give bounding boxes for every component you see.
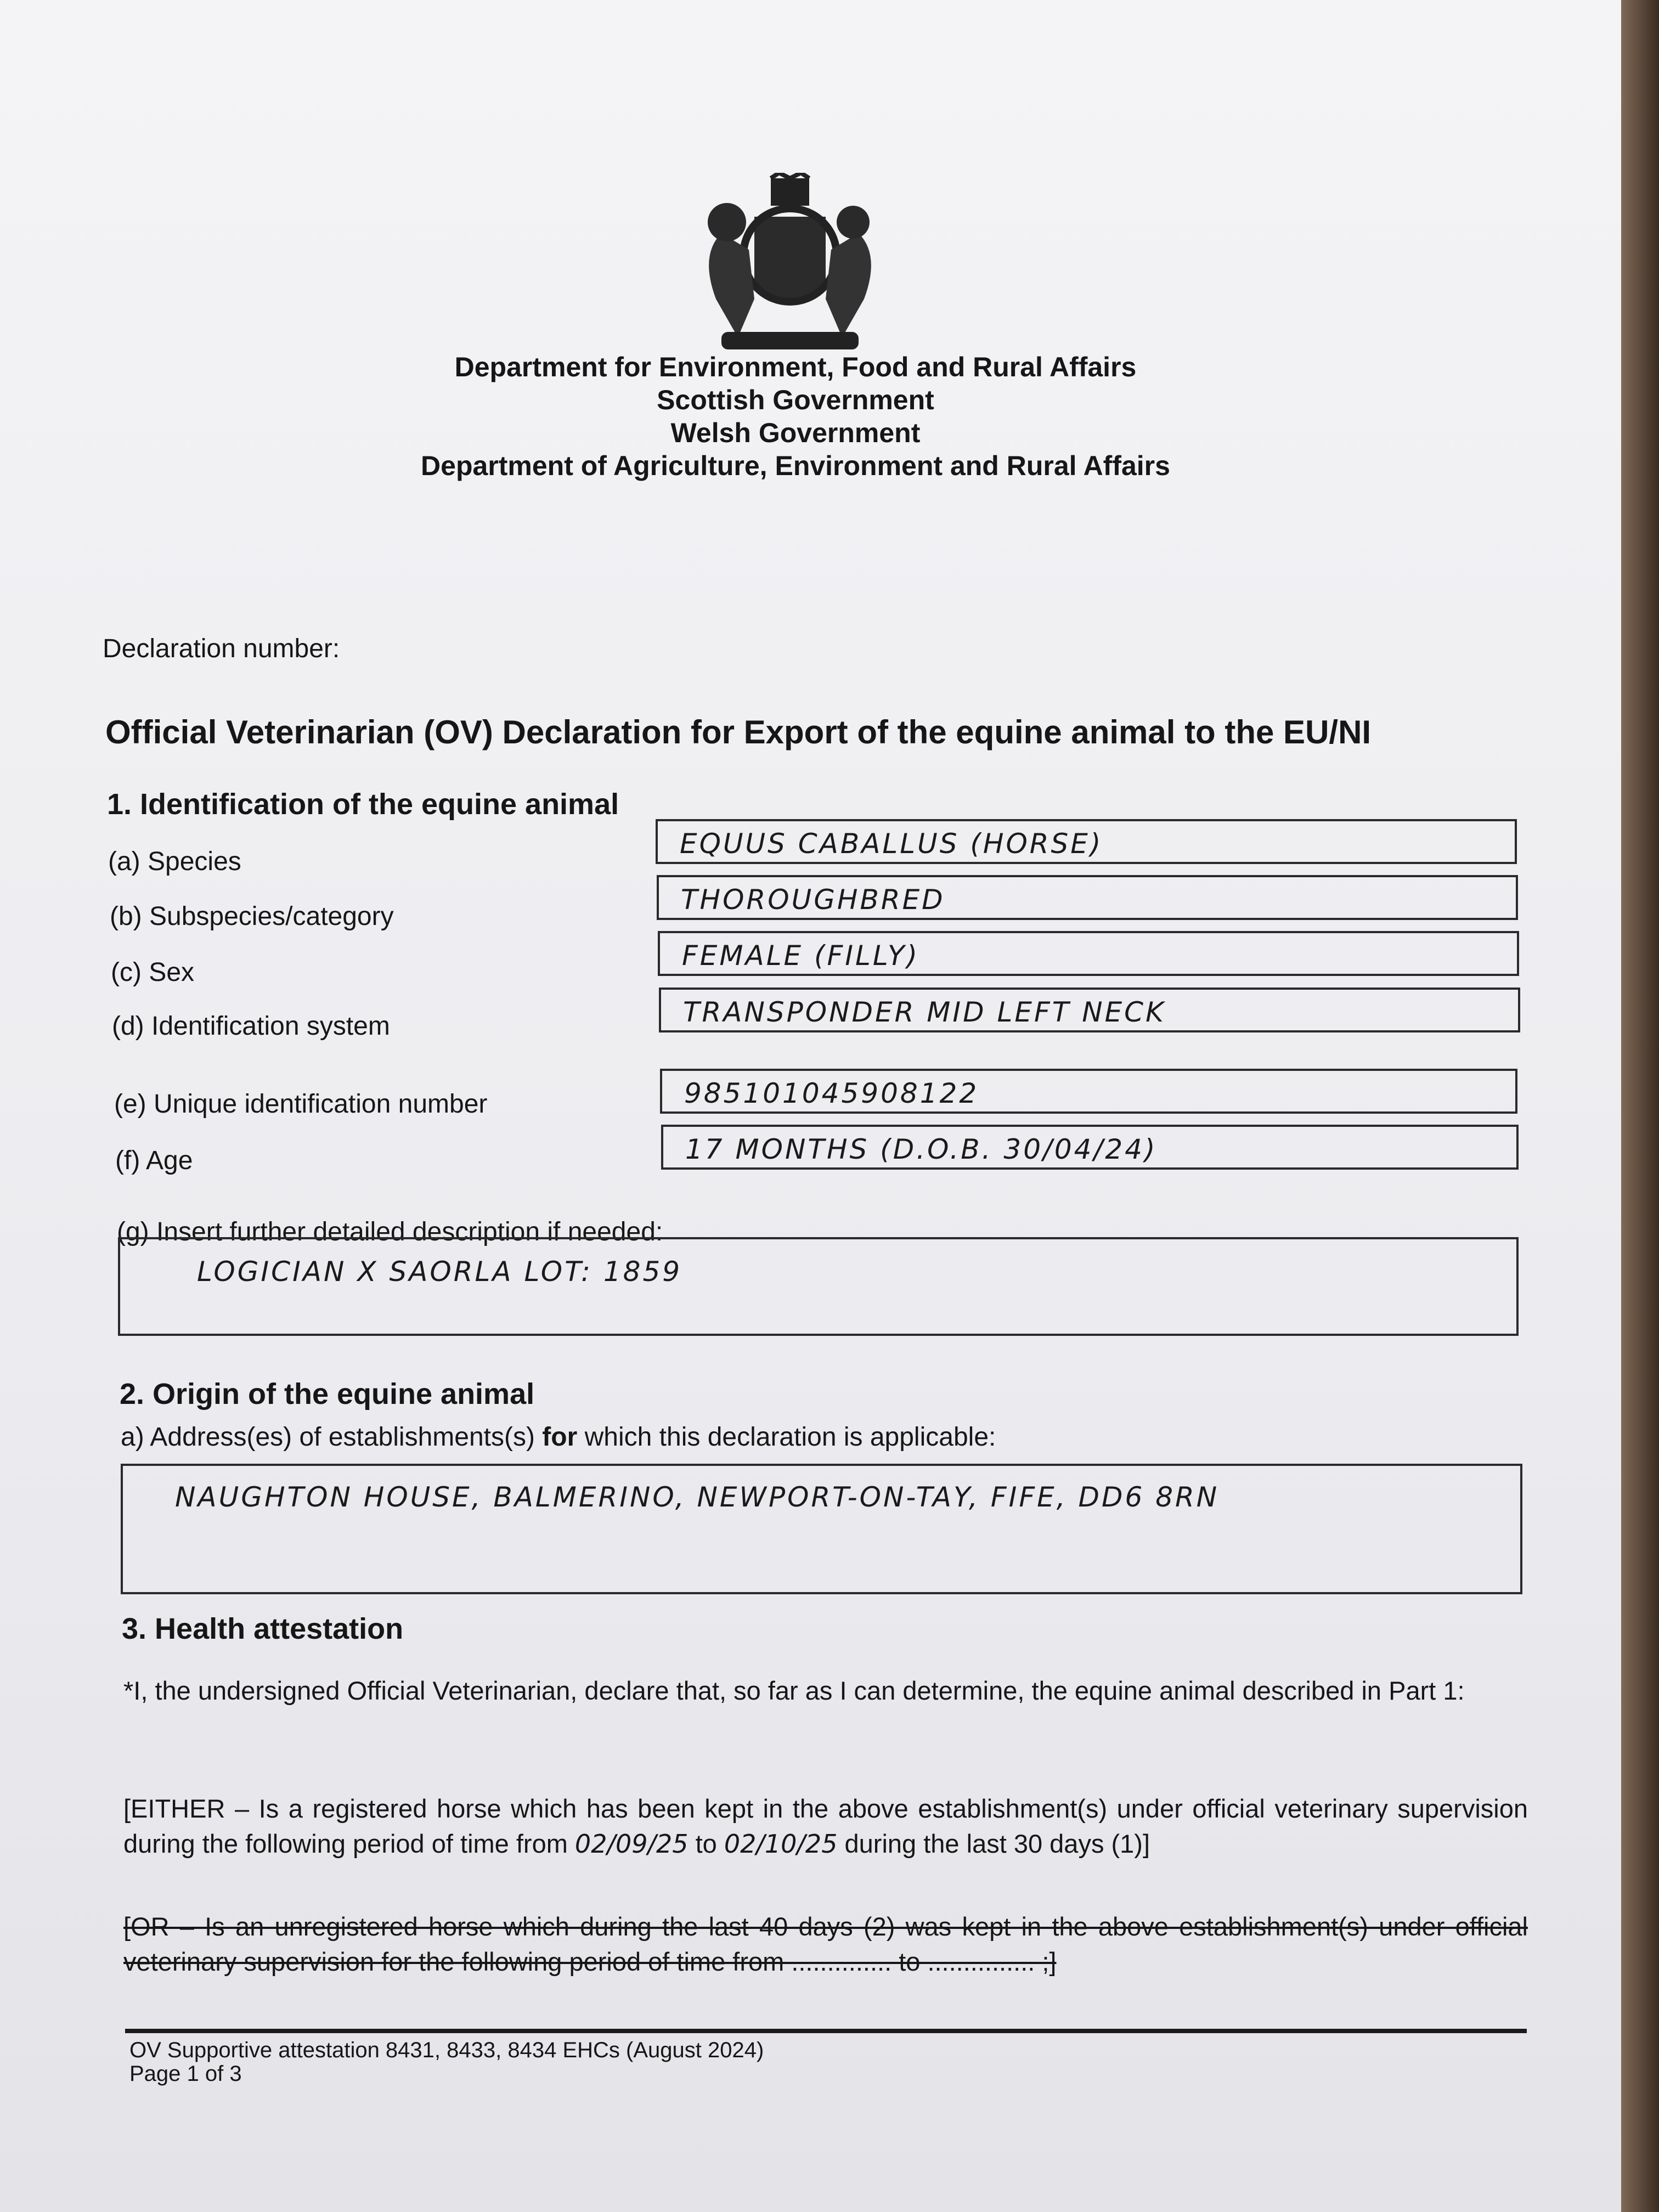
species-label: (a) Species <box>108 847 241 876</box>
or-clause-struck: [OR – Is an unregistered horse which during the last 40 days (2) was kept in the above establishment(s) under official veterinary supervision for the following period of time from .............. to ............... ;] <box>123 1912 1528 1976</box>
further-description-field[interactable] <box>118 1237 1519 1336</box>
section-2-heading: 2. Origin of the equine animal <box>120 1378 535 1410</box>
section-1-heading: 1. Identification of the equine animal <box>107 788 619 821</box>
document-title: Official Veterinarian (OV) Declaration for Export of the equine animal to the EU/NI <box>105 714 1372 751</box>
identification-system-field[interactable] <box>659 988 1520 1032</box>
either-clause-end: during the last 30 days (1)] <box>837 1829 1150 1858</box>
address-field[interactable] <box>121 1464 1522 1594</box>
footer-attestation-ref: OV Supportive attestation 8431, 8433, 8434 EHCs (August 2024) <box>129 2038 764 2062</box>
address-label-end: which this declaration is applicable: <box>577 1423 996 1452</box>
dept-defra: Department for Environment, Food and Rural Affairs <box>454 352 1137 382</box>
sex-field[interactable] <box>658 931 1519 976</box>
either-clause-text: [EITHER – Is a registered horse which has been kept in the above establishment(s) under official veterinary supervision during the following period of time from <box>123 1794 1528 1858</box>
further-description-label: (g) Insert further detailed description if needed: <box>117 1217 663 1246</box>
species-value: EQUUS CABALLUS (HORSE) <box>680 828 1103 860</box>
address-value: NAUGHTON HOUSE, BALMERINO, NEWPORT-ON-TAY, FIFE, DD6 8RN <box>175 1481 1220 1513</box>
species-field[interactable] <box>656 819 1517 864</box>
footer-divider <box>125 2029 1527 2033</box>
address-label-for: for <box>542 1423 578 1452</box>
subspecies-field[interactable] <box>657 875 1518 920</box>
unique-id-value: 985101045908122 <box>684 1077 979 1109</box>
unique-id-label: (e) Unique identification number <box>114 1090 488 1119</box>
sex-label: (c) Sex <box>111 958 195 987</box>
either-clause <box>123 1791 1528 1861</box>
age-field[interactable] <box>661 1125 1519 1170</box>
footer-page-number: Page 1 of 3 <box>129 2062 242 2086</box>
subspecies-value: THOROUGHBRED <box>681 884 945 916</box>
further-description-value: LOGICIAN X SAORLA LOT: 1859 <box>197 1256 682 1288</box>
either-date-to: 02/10/25 <box>724 1829 838 1859</box>
sex-value: FEMALE (FILLY) <box>682 940 920 972</box>
section-3-heading: 3. Health attestation <box>122 1612 404 1645</box>
dept-daera: Department of Agriculture, Environment and Rural Affairs <box>421 450 1170 481</box>
health-attestation-intro: *I, the undersigned Official Veterinarian, declare that, so far as I can determine, the equine animal described in Part 1: <box>123 1676 1465 1705</box>
either-clause-to: to <box>688 1829 724 1858</box>
identification-system-value: TRANSPONDER MID LEFT NECK <box>683 996 1166 1028</box>
address-label <box>121 1422 996 1452</box>
dept-scottish-gov: Scottish Government <box>657 385 934 415</box>
declaration-number-label: Declaration number: <box>103 634 340 663</box>
subspecies-label: (b) Subspecies/category <box>110 902 394 931</box>
unique-id-field[interactable] <box>660 1069 1517 1114</box>
table-edge <box>1615 0 1659 2212</box>
age-label: (f) Age <box>115 1146 193 1175</box>
either-date-from: 02/09/25 <box>574 1829 689 1859</box>
age-value: 17 MONTHS (D.O.B. 30/04/24) <box>685 1133 1158 1165</box>
royal-coat-of-arms-seal <box>689 173 891 354</box>
dept-welsh-gov: Welsh Government <box>670 417 921 448</box>
address-label-start: a) Address(es) of establishments(s) <box>121 1423 543 1452</box>
identification-system-label: (d) Identification system <box>112 1012 390 1041</box>
